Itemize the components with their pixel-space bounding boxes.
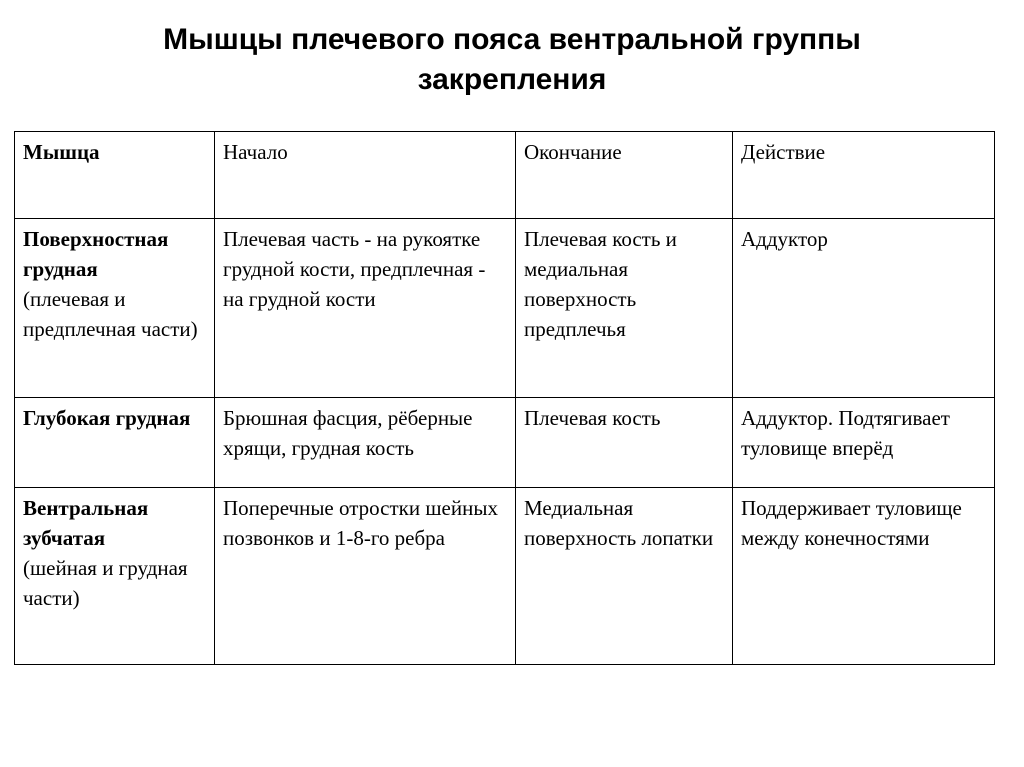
header-action-label: Действие <box>741 140 826 164</box>
cell-start: Плечевая часть - на рукоятке грудной кости, предплечная - на грудной кости <box>215 219 516 398</box>
header-end <box>516 132 733 219</box>
cell-end: Плечевая кость <box>516 398 733 488</box>
cell-end: Медиальная поверхность лопатки <box>516 488 733 665</box>
header-start-label: Начало <box>223 140 288 164</box>
cell-start: Брюшная фасция, рёберные хрящи, грудная кость <box>215 398 516 488</box>
muscle-name: Вентральная зубчатая <box>23 496 149 550</box>
cell-end: Плечевая кость и медиальная поверхность предплечья <box>516 219 733 398</box>
muscle-note: (плечевая и предплечная части) <box>23 287 198 341</box>
cell-muscle <box>15 219 215 398</box>
header-end-label: Окончание <box>524 140 622 164</box>
header-action <box>733 132 995 219</box>
header-start <box>215 132 516 219</box>
header-muscle <box>15 132 215 219</box>
cell-action: Поддерживает туловище между конечностями <box>733 488 995 665</box>
muscle-table <box>14 131 995 665</box>
muscle-note: (шейная и грудная части) <box>23 556 188 610</box>
table-header-row <box>15 132 995 219</box>
slide-title-line-1: Мышцы плечевого пояса вентральной группы <box>163 23 861 56</box>
table-row <box>15 219 995 398</box>
table-row <box>15 398 995 488</box>
cell-muscle <box>15 488 215 665</box>
cell-start: Поперечные отростки шейных позвонков и 1-8-го ребра <box>215 488 516 665</box>
slide-title-line-2: закрепления <box>417 63 607 96</box>
cell-action: Аддуктор. Подтягивает туловище вперёд <box>733 398 995 488</box>
muscle-name: Глубокая грудная <box>23 406 191 430</box>
table-row <box>15 488 995 665</box>
slide-title <box>0 20 1024 100</box>
cell-muscle <box>15 398 215 488</box>
header-muscle-label: Мышца <box>23 140 100 164</box>
muscle-name: Поверхностная грудная <box>23 227 169 281</box>
cell-action: Аддуктор <box>733 219 995 398</box>
